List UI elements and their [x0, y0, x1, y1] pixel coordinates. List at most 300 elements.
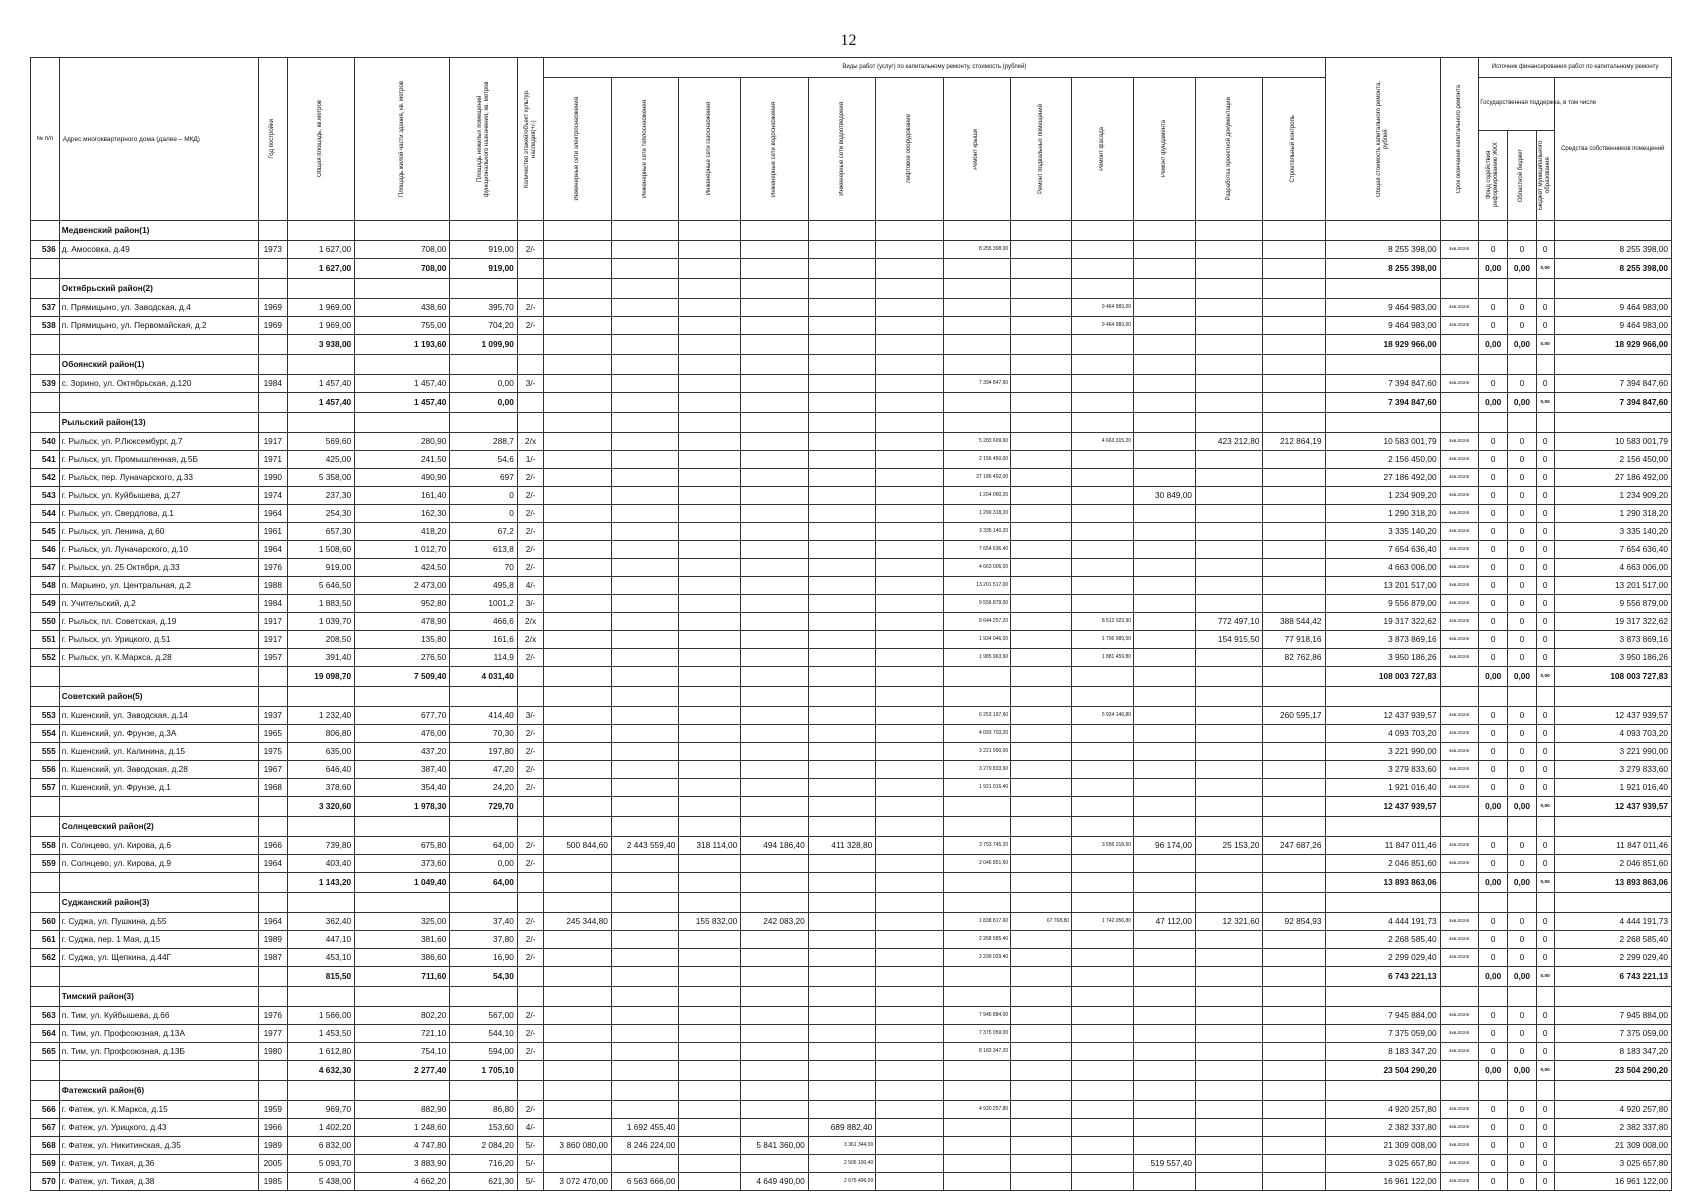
row-number: 545 — [31, 523, 60, 541]
empty-cell — [611, 1061, 678, 1081]
fund-sum: 0,00 — [1479, 797, 1508, 817]
district-total-row — [31, 967, 1672, 987]
empty-cell — [679, 279, 741, 299]
row-number: 566 — [31, 1101, 60, 1119]
deadline-cell: 4кв.2024г — [1440, 1043, 1479, 1061]
work-cost-cell — [544, 505, 611, 523]
residential-area-cell: 161,40 — [355, 487, 450, 505]
work-cost-cell — [808, 577, 875, 595]
municipal-cell: 0 — [1536, 613, 1554, 631]
regional-cell: 0 — [1508, 707, 1537, 725]
empty-cell — [1263, 279, 1325, 299]
empty-cell — [611, 393, 678, 413]
fund-cell: 0 — [1479, 433, 1508, 451]
owners-cell: 3 873 869,16 — [1554, 631, 1671, 649]
work-cost-cell — [876, 649, 943, 667]
work-cost-cell: 4 663 315,20 — [1072, 433, 1134, 451]
work-cost-cell — [1072, 1173, 1134, 1191]
municipal-sum: 0,00 — [1536, 393, 1554, 413]
empty-cell — [943, 967, 1010, 987]
row-number: 562 — [31, 949, 60, 967]
fund-cell: 0 — [1479, 1101, 1508, 1119]
deadline-cell: 4кв.2024г — [1440, 559, 1479, 577]
empty-cell — [611, 873, 678, 893]
total-cost-cell: 7 654 636,40 — [1325, 541, 1440, 559]
empty-cell — [59, 797, 258, 817]
empty-cell — [876, 393, 943, 413]
work-cost-cell — [611, 577, 678, 595]
work-cost-cell: 1 204 060,20 — [943, 487, 1010, 505]
nonresidential-area-cell: 466,6 — [450, 613, 517, 631]
empty-cell — [287, 817, 354, 837]
work-cost-cell — [876, 1173, 943, 1191]
empty-cell — [517, 221, 544, 241]
work-cost-cell — [1134, 541, 1196, 559]
residential-area-cell: 241,50 — [355, 451, 450, 469]
work-cost-cell — [1011, 299, 1072, 317]
nonresidential-area-cell: 594,00 — [450, 1043, 517, 1061]
work-cost-cell: 1 838 817,60 — [943, 913, 1010, 931]
empty-cell — [943, 893, 1010, 913]
work-cost-cell — [1011, 613, 1072, 631]
year-cell: 1987 — [258, 949, 287, 967]
empty-cell — [611, 1081, 678, 1101]
nonresidential-area-cell: 70,30 — [450, 725, 517, 743]
owners-cell: 4 920 257,80 — [1554, 1101, 1671, 1119]
residential-area-cell: 438,60 — [355, 299, 450, 317]
year-cell: 1971 — [258, 451, 287, 469]
work-cost-cell — [1134, 949, 1196, 967]
work-cost-cell — [1195, 855, 1262, 873]
work-cost-cell — [1072, 1043, 1134, 1061]
work-cost-cell — [611, 631, 678, 649]
total-area-cell: 919,00 — [287, 559, 354, 577]
regional-cell: 0 — [1508, 469, 1537, 487]
empty-cell — [943, 355, 1010, 375]
table-row — [31, 375, 1672, 393]
work-cost-cell — [1011, 1007, 1072, 1025]
empty-cell — [943, 797, 1010, 817]
total-cost-cell: 8 255 398,00 — [1325, 241, 1440, 259]
municipal-cell: 0 — [1536, 1101, 1554, 1119]
total-area-cell: 425,00 — [287, 451, 354, 469]
work-cost-cell — [1072, 1119, 1134, 1137]
address-cell: п. Прямицыно, ул. Первомайская, д.2 — [59, 317, 258, 335]
work-cost-cell — [1263, 451, 1325, 469]
work-cost-cell — [741, 931, 808, 949]
residential-area-cell: 424,50 — [355, 559, 450, 577]
nonresidential-area-cell: 0,00 — [450, 375, 517, 393]
fund-cell: 0 — [1479, 505, 1508, 523]
row-number: 544 — [31, 505, 60, 523]
regional-cell: 0 — [1508, 761, 1537, 779]
residential-area-cell: 476,00 — [355, 725, 450, 743]
total-area-cell: 569,60 — [287, 433, 354, 451]
regional-cell: 0 — [1508, 931, 1537, 949]
work-cost-cell — [808, 505, 875, 523]
address-cell: д. Амосовка, д.49 — [59, 241, 258, 259]
regional-sum: 0,00 — [1508, 797, 1537, 817]
row-number: 537 — [31, 299, 60, 317]
municipal-cell: 0 — [1536, 1043, 1554, 1061]
nonresidential-area-cell: 67,2 — [450, 523, 517, 541]
work-cost-cell: 3 753 745,20 — [943, 837, 1010, 855]
empty-cell — [943, 221, 1010, 241]
residential-area-sum: 708,00 — [355, 259, 450, 279]
empty-cell — [59, 667, 258, 687]
work-cost-cell — [1011, 707, 1072, 725]
work-cost-cell — [611, 241, 678, 259]
empty-cell — [1263, 797, 1325, 817]
regional-cell: 0 — [1508, 595, 1537, 613]
total-area-cell: 237,30 — [287, 487, 354, 505]
work-cost-cell — [611, 931, 678, 949]
work-cost-cell — [1195, 1025, 1262, 1043]
table-row — [31, 541, 1672, 559]
work-cost-cell — [808, 725, 875, 743]
total-area-cell: 1 969,00 — [287, 317, 354, 335]
total-cost-sum: 23 504 290,20 — [1325, 1061, 1440, 1081]
work-cost-cell — [808, 913, 875, 931]
empty-cell — [1011, 221, 1072, 241]
regional-cell: 0 — [1508, 1137, 1537, 1155]
work-cost-cell: 7 654 636,40 — [943, 541, 1010, 559]
nonresidential-area-cell: 47,20 — [450, 761, 517, 779]
table-row — [31, 317, 1672, 335]
empty-cell — [258, 987, 287, 1007]
work-cost-cell — [544, 949, 611, 967]
empty-cell — [1508, 817, 1537, 837]
regional-cell: 0 — [1508, 523, 1537, 541]
work-cost-cell — [741, 241, 808, 259]
empty-cell — [287, 1081, 354, 1101]
work-cost-cell — [1134, 761, 1196, 779]
empty-cell — [741, 1081, 808, 1101]
table-body — [31, 221, 1672, 1191]
year-cell: 1976 — [258, 1007, 287, 1025]
work-cost-cell — [741, 577, 808, 595]
regional-cell: 0 — [1508, 725, 1537, 743]
work-cost-cell — [679, 631, 741, 649]
deadline-cell: 4кв.2024г — [1440, 1007, 1479, 1025]
regional-cell: 0 — [1508, 559, 1537, 577]
year-cell: 1973 — [258, 241, 287, 259]
empty-cell — [741, 987, 808, 1007]
address-cell: г. Фатеж, ул. Никитинская, д.35 — [59, 1137, 258, 1155]
deadline-cell: 4кв.2024г — [1440, 487, 1479, 505]
table-row — [31, 931, 1672, 949]
fund-cell: 0 — [1479, 487, 1508, 505]
regional-cell: 0 — [1508, 505, 1537, 523]
year-cell: 1964 — [258, 505, 287, 523]
year-cell: 1964 — [258, 855, 287, 873]
work-cost-cell — [1263, 779, 1325, 797]
nonresidential-area-cell: 0 — [450, 505, 517, 523]
deadline-cell: 4кв.2024г — [1440, 743, 1479, 761]
work-cost-cell — [808, 451, 875, 469]
municipal-cell: 0 — [1536, 451, 1554, 469]
nonresidential-area-cell: 414,40 — [450, 707, 517, 725]
work-cost-cell — [1263, 1155, 1325, 1173]
work-cost-cell — [741, 1119, 808, 1137]
empty-cell — [741, 667, 808, 687]
empty-cell — [1195, 1061, 1262, 1081]
municipal-cell: 0 — [1536, 649, 1554, 667]
empty-cell — [1440, 893, 1479, 913]
work-cost-cell — [1195, 1173, 1262, 1191]
empty-cell — [450, 987, 517, 1007]
deadline-cell: 4кв.2024г — [1440, 931, 1479, 949]
work-cost-cell — [808, 779, 875, 797]
work-cost-cell — [741, 487, 808, 505]
empty-cell — [1134, 279, 1196, 299]
work-cost-cell — [679, 487, 741, 505]
work-cost-cell — [1134, 299, 1196, 317]
header-regional: Областной бюджет — [1518, 148, 1525, 202]
empty-cell — [1072, 893, 1134, 913]
district-name: Медвенский район(1) — [59, 221, 258, 241]
total-area-cell: 453,10 — [287, 949, 354, 967]
empty-cell — [1479, 687, 1508, 707]
address-cell: п. Марьино, ул. Центральная, д.2 — [59, 577, 258, 595]
deadline-cell: 4кв.2024г — [1440, 855, 1479, 873]
empty-cell — [450, 893, 517, 913]
total-area-cell: 646,40 — [287, 761, 354, 779]
work-cost-cell: 47 112,00 — [1134, 913, 1196, 931]
empty-cell — [59, 967, 258, 987]
empty-cell — [1440, 1061, 1479, 1081]
year-cell: 1966 — [258, 1119, 287, 1137]
regional-cell: 0 — [1508, 613, 1537, 631]
empty-cell — [808, 817, 875, 837]
nonresidential-area-cell: 37,80 — [450, 931, 517, 949]
work-cost-cell — [544, 241, 611, 259]
work-cost-cell: 772 497,10 — [1195, 613, 1262, 631]
work-cost-cell — [808, 931, 875, 949]
work-cost-cell — [1072, 577, 1134, 595]
regional-cell: 0 — [1508, 1119, 1537, 1137]
district-total-row — [31, 393, 1672, 413]
regional-cell: 0 — [1508, 541, 1537, 559]
table-row — [31, 523, 1672, 541]
work-cost-cell: 2 268 585,40 — [943, 931, 1010, 949]
address-cell: п. Солнцево, ул. Кирова, д.6 — [59, 837, 258, 855]
nonresidential-area-cell: 0 — [450, 487, 517, 505]
empty-cell — [1440, 987, 1479, 1007]
owners-cell: 8 183 347,20 — [1554, 1043, 1671, 1061]
fund-cell: 0 — [1479, 1025, 1508, 1043]
work-cost-cell: 245 344,80 — [544, 913, 611, 931]
nonresidential-area-cell: 37,40 — [450, 913, 517, 931]
empty-cell — [1440, 967, 1479, 987]
municipal-cell: 0 — [1536, 559, 1554, 577]
work-cost-cell — [1072, 541, 1134, 559]
residential-area-sum: 7 509,40 — [355, 667, 450, 687]
empty-cell — [1134, 987, 1196, 1007]
empty-cell — [287, 413, 354, 433]
work-cost-cell — [876, 559, 943, 577]
regional-cell: 0 — [1508, 375, 1537, 393]
work-cost-cell — [1134, 1007, 1196, 1025]
empty-cell — [517, 667, 544, 687]
empty-cell — [1134, 413, 1196, 433]
deadline-cell: 4кв.2024г — [1440, 317, 1479, 335]
regional-cell: 0 — [1508, 949, 1537, 967]
table-header — [31, 58, 1672, 221]
floors-cell: 4/- — [517, 577, 544, 595]
total-area-cell: 362,40 — [287, 913, 354, 931]
empty-cell — [1195, 221, 1262, 241]
work-cost-cell: 5 283 609,60 — [943, 433, 1010, 451]
work-cost-cell — [679, 779, 741, 797]
empty-cell — [1440, 221, 1479, 241]
municipal-cell: 0 — [1536, 837, 1554, 855]
municipal-cell: 0 — [1536, 1025, 1554, 1043]
empty-cell — [258, 259, 287, 279]
work-cost-cell — [943, 1119, 1010, 1137]
empty-cell — [31, 817, 60, 837]
empty-cell — [1440, 413, 1479, 433]
work-cost-cell: 12 321,60 — [1195, 913, 1262, 931]
work-cost-cell — [741, 469, 808, 487]
empty-cell — [943, 817, 1010, 837]
work-cost-cell — [544, 487, 611, 505]
floors-cell: 5/- — [517, 1155, 544, 1173]
total-cost-cell: 3 279 833,60 — [1325, 761, 1440, 779]
work-cost-cell — [679, 1155, 741, 1173]
work-cost-cell — [1011, 779, 1072, 797]
regional-cell: 0 — [1508, 855, 1537, 873]
empty-cell — [258, 393, 287, 413]
row-number: 542 — [31, 469, 60, 487]
empty-cell — [1440, 259, 1479, 279]
empty-cell — [517, 817, 544, 837]
residential-area-cell: 478,90 — [355, 613, 450, 631]
floors-cell: 2/- — [517, 299, 544, 317]
empty-cell — [1195, 393, 1262, 413]
work-cost-cell — [544, 707, 611, 725]
fund-sum: 0,00 — [1479, 335, 1508, 355]
work-cost-cell — [1134, 505, 1196, 523]
empty-cell — [1134, 797, 1196, 817]
work-cost-cell — [741, 949, 808, 967]
work-cost-cell — [679, 761, 741, 779]
table-row — [31, 299, 1672, 317]
total-cost-sum: 108 003 727,83 — [1325, 667, 1440, 687]
municipal-cell: 0 — [1536, 299, 1554, 317]
total-cost-cell: 3 025 657,80 — [1325, 1155, 1440, 1173]
work-cost-cell — [611, 487, 678, 505]
work-cost-cell: 77 918,16 — [1263, 631, 1325, 649]
empty-cell — [808, 873, 875, 893]
floors-cell: 2/- — [517, 931, 544, 949]
work-cost-cell — [876, 1101, 943, 1119]
work-cost-cell: 8 183 347,20 — [943, 1043, 1010, 1061]
row-number: 536 — [31, 241, 60, 259]
work-cost-cell: 411 328,80 — [808, 837, 875, 855]
empty-cell — [544, 667, 611, 687]
empty-cell — [287, 279, 354, 299]
work-cost-cell — [876, 931, 943, 949]
empty-cell — [1072, 967, 1134, 987]
residential-area-cell: 1 012,70 — [355, 541, 450, 559]
work-cost-cell — [741, 317, 808, 335]
deadline-cell: 4кв.2024г — [1440, 1137, 1479, 1155]
work-cost-cell — [808, 433, 875, 451]
work-cost-cell — [1072, 855, 1134, 873]
table-row — [31, 1137, 1672, 1155]
empty-cell — [741, 1061, 808, 1081]
year-cell: 1985 — [258, 1173, 287, 1191]
work-cost-cell: 30 849,00 — [1134, 487, 1196, 505]
municipal-cell: 0 — [1536, 487, 1554, 505]
district-name: Суджанский район(3) — [59, 893, 258, 913]
year-cell: 1964 — [258, 541, 287, 559]
empty-cell — [1440, 817, 1479, 837]
work-cost-cell — [544, 523, 611, 541]
work-cost-cell — [544, 1043, 611, 1061]
empty-cell — [287, 221, 354, 241]
empty-cell — [808, 687, 875, 707]
total-area-cell: 5 646,50 — [287, 577, 354, 595]
empty-cell — [1263, 355, 1325, 375]
work-cost-cell — [1263, 1173, 1325, 1191]
empty-cell — [258, 355, 287, 375]
empty-cell — [517, 259, 544, 279]
owners-cell: 7 394 847,60 — [1554, 375, 1671, 393]
empty-cell — [741, 817, 808, 837]
work-cost-cell — [544, 761, 611, 779]
total-cost-cell: 3 950 186,26 — [1325, 649, 1440, 667]
empty-cell — [31, 667, 60, 687]
work-cost-cell — [876, 779, 943, 797]
district-row — [31, 221, 1672, 241]
district-row — [31, 893, 1672, 913]
empty-cell — [1011, 413, 1072, 433]
work-cost-cell — [611, 1043, 678, 1061]
nonresidential-area-sum: 729,70 — [450, 797, 517, 817]
deadline-cell: 4кв.2024г — [1440, 375, 1479, 393]
regional-sum: 0,00 — [1508, 873, 1537, 893]
work-cost-cell — [1263, 949, 1325, 967]
district-row — [31, 687, 1672, 707]
work-cost-cell: 1 706 989,50 — [1072, 631, 1134, 649]
total-cost-cell: 7 375 059,00 — [1325, 1025, 1440, 1043]
owners-cell: 3 221 990,00 — [1554, 743, 1671, 761]
deadline-cell: 4кв.2024г — [1440, 523, 1479, 541]
work-cost-cell — [611, 779, 678, 797]
nonresidential-area-cell: 395,70 — [450, 299, 517, 317]
work-cost-cell — [808, 523, 875, 541]
header-work-type: Ремонт подвальных помещений — [1037, 104, 1044, 194]
owners-cell: 4 663 006,00 — [1554, 559, 1671, 577]
total-cost-cell: 19 317 322,62 — [1325, 613, 1440, 631]
table-row — [31, 631, 1672, 649]
residential-area-sum: 711,60 — [355, 967, 450, 987]
work-cost-cell — [1195, 505, 1262, 523]
empty-cell — [679, 335, 741, 355]
table-row — [31, 1101, 1672, 1119]
total-cost-cell: 27 186 492,00 — [1325, 469, 1440, 487]
work-cost-cell — [1011, 1137, 1072, 1155]
work-cost-cell — [1134, 649, 1196, 667]
work-cost-cell — [1011, 559, 1072, 577]
residential-area-cell: 4 662,20 — [355, 1173, 450, 1191]
work-cost-cell: 9 644 257,20 — [943, 613, 1010, 631]
fund-sum: 0,00 — [1479, 393, 1508, 413]
work-cost-cell — [741, 595, 808, 613]
empty-cell — [808, 355, 875, 375]
